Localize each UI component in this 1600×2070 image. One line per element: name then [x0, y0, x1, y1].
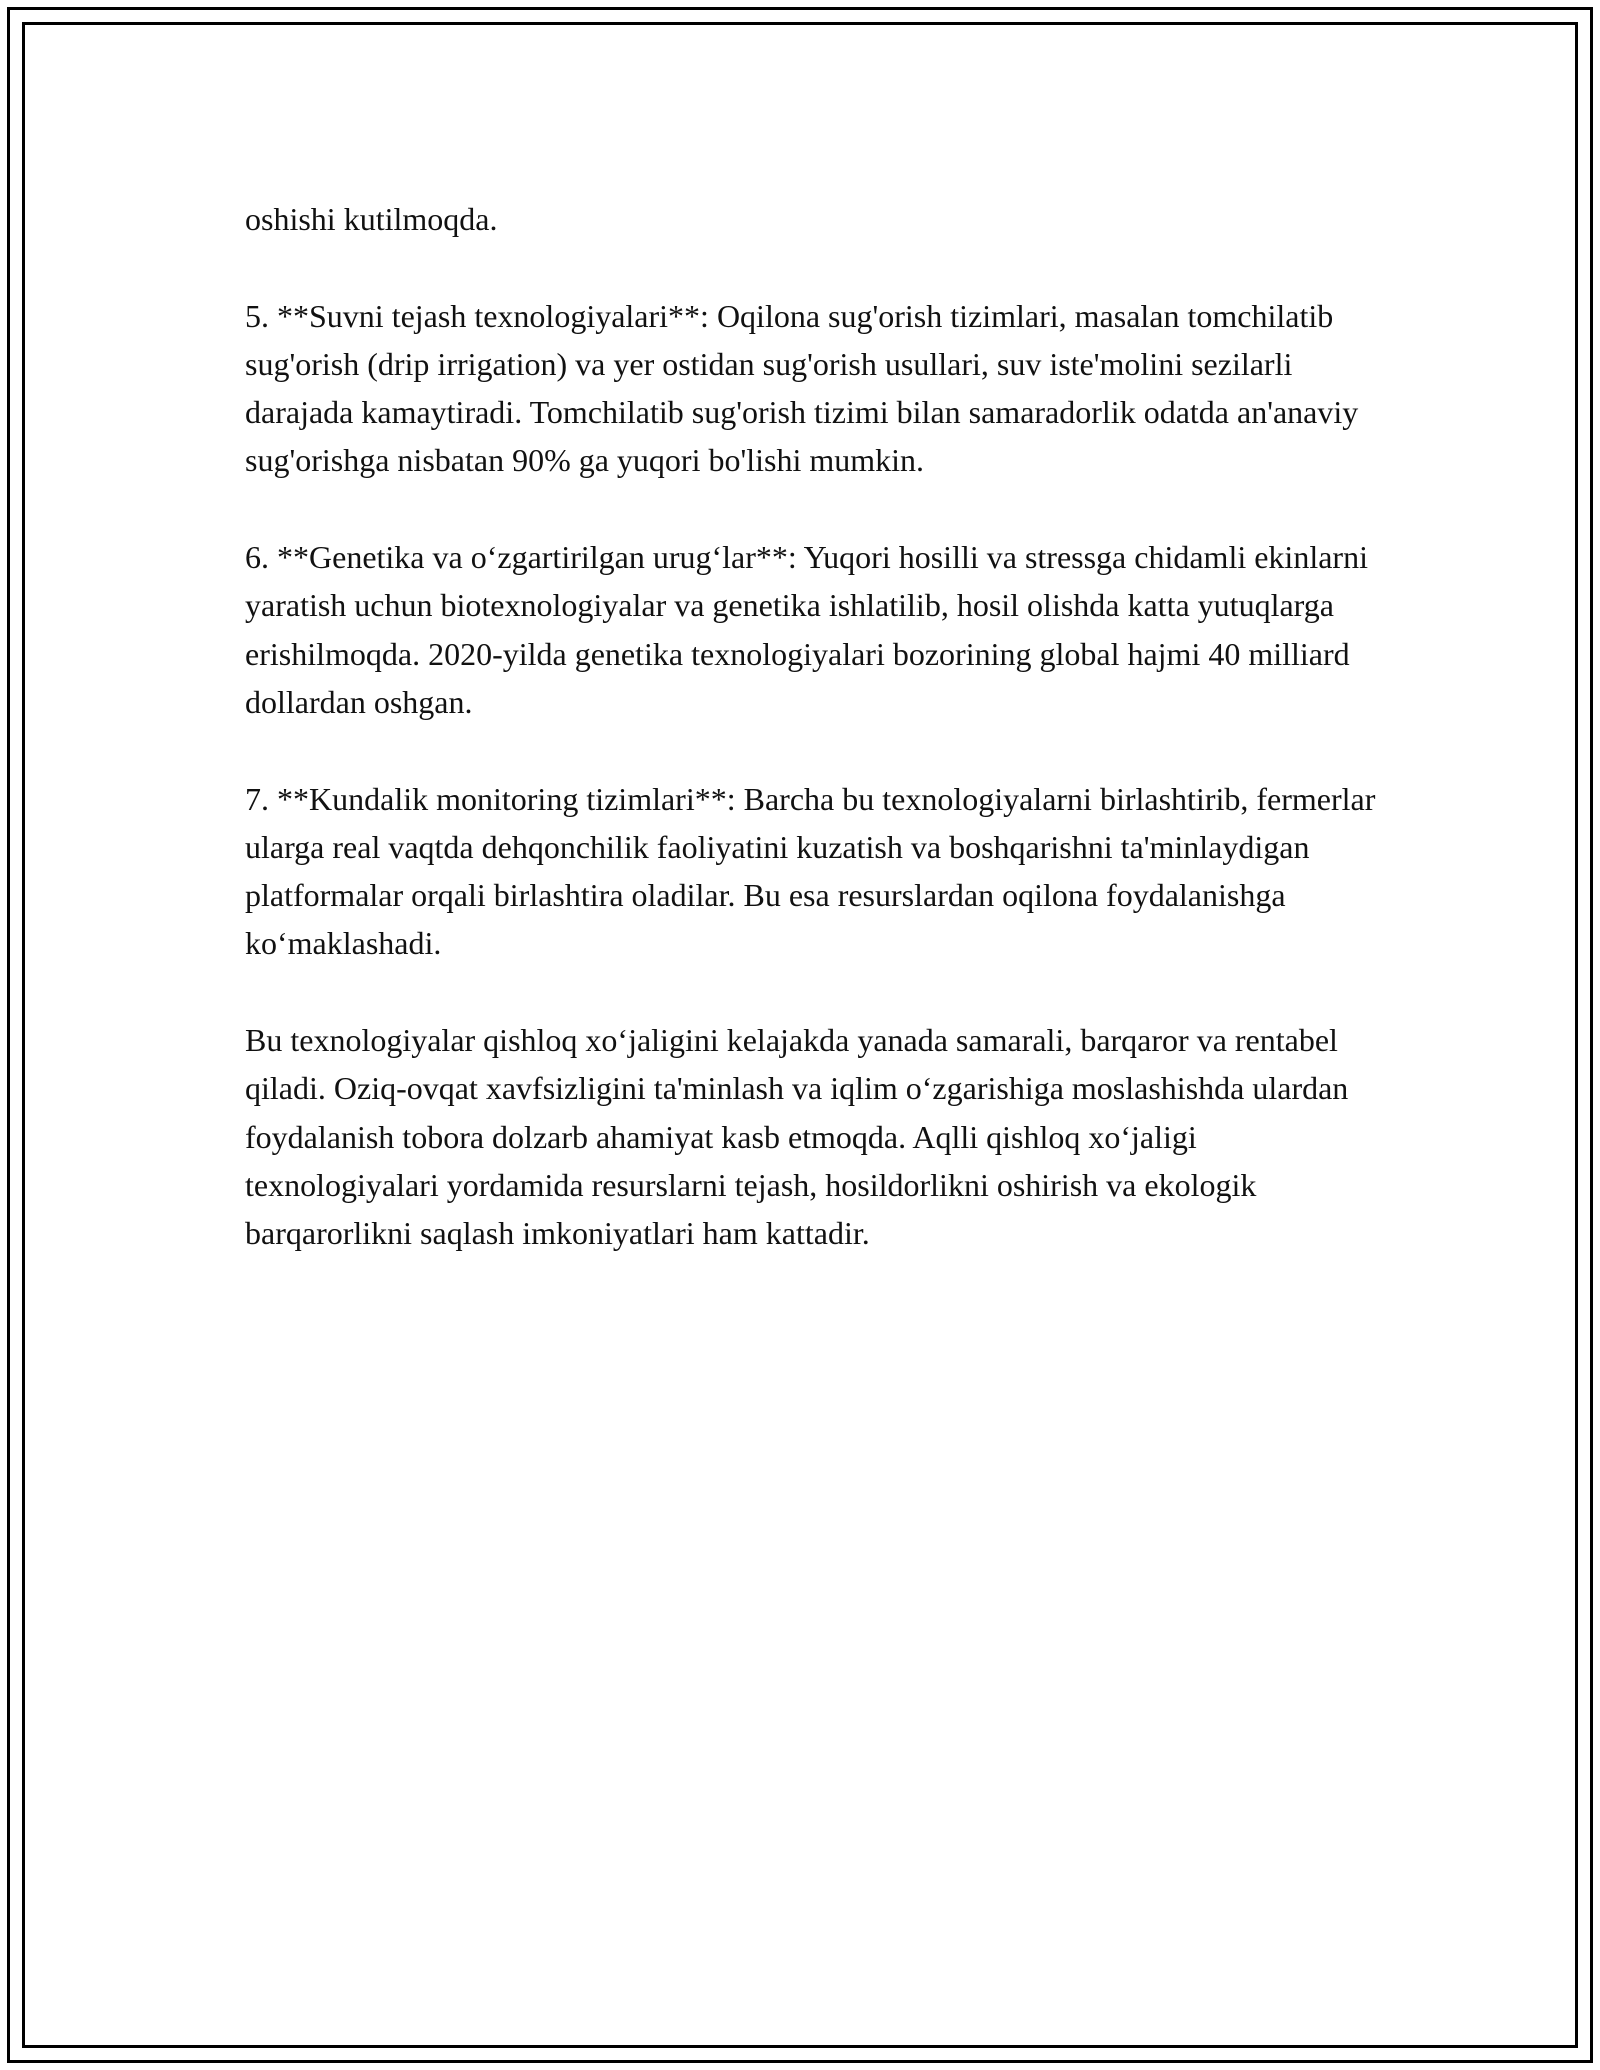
paragraph-genetics: 6. **Genetika va o‘zgartirilgan urug‘lar**: Yuqori hosilli va stressga chidamli ekinlarni yaratish uchun biotexnologiyalar va genetika ishlatilib, hosil olishda katta yutuqlarga erishilmoqda. 2020-yilda genetika texnologiyalari bozorining global hajmi 40 milliard dollardan oshgan.: [245, 539, 1368, 720]
paragraph-water-saving: 5. **Suvni tejash texnologiyalari**: Oqilona sug'orish tizimlari, masalan tomchilatib sug'orish (drip irrigation) va yer ostidan sug'orish usullari, suv iste'molini sezilarli darajada kamaytiradi. Tomchilatib sug'orish tizimi bilan samaradorlik odatda an'anaviy sug'orishga nisbatan 90% ga yuqori bo'lishi mumkin.: [245, 297, 1359, 479]
document-body: [245, 195, 1385, 1258]
paragraph-monitoring: 7. **Kundalik monitoring tizimlari**: Barcha bu texnologiyalarni birlashtirib, fermerlar ularga real vaqtda dehqonchilik faoliyatini kuzatish va boshqarishni ta'minlaydigan platformalar orqali birlashtira oladilar. Bu esa resurslardan oqilona foydalanishga ko‘maklashadi.: [245, 780, 1376, 962]
paragraph-conclusion: Bu texnologiyalar qishloq xo‘jaligini kelajakda yanada samarali, barqaror va rentabel qiladi. Oziq-ovqat xavfsizligini ta'minlash va iqlim o‘zgarishiga moslashishda ulardan foydalanish tobora dolzarb ahamiyat kasb etmoqda. Aqlli qishloq xo‘jaligi texnologiyalari yordamida resurslarni tejash, hosildorlikni oshirish va ekologik barqarorlikni saqlash imkoniyatlari ham kattadir.: [245, 1022, 1349, 1252]
page-frame: [7, 7, 1593, 2063]
paragraph-continuation: oshishi kutilmoqda.: [245, 201, 498, 237]
